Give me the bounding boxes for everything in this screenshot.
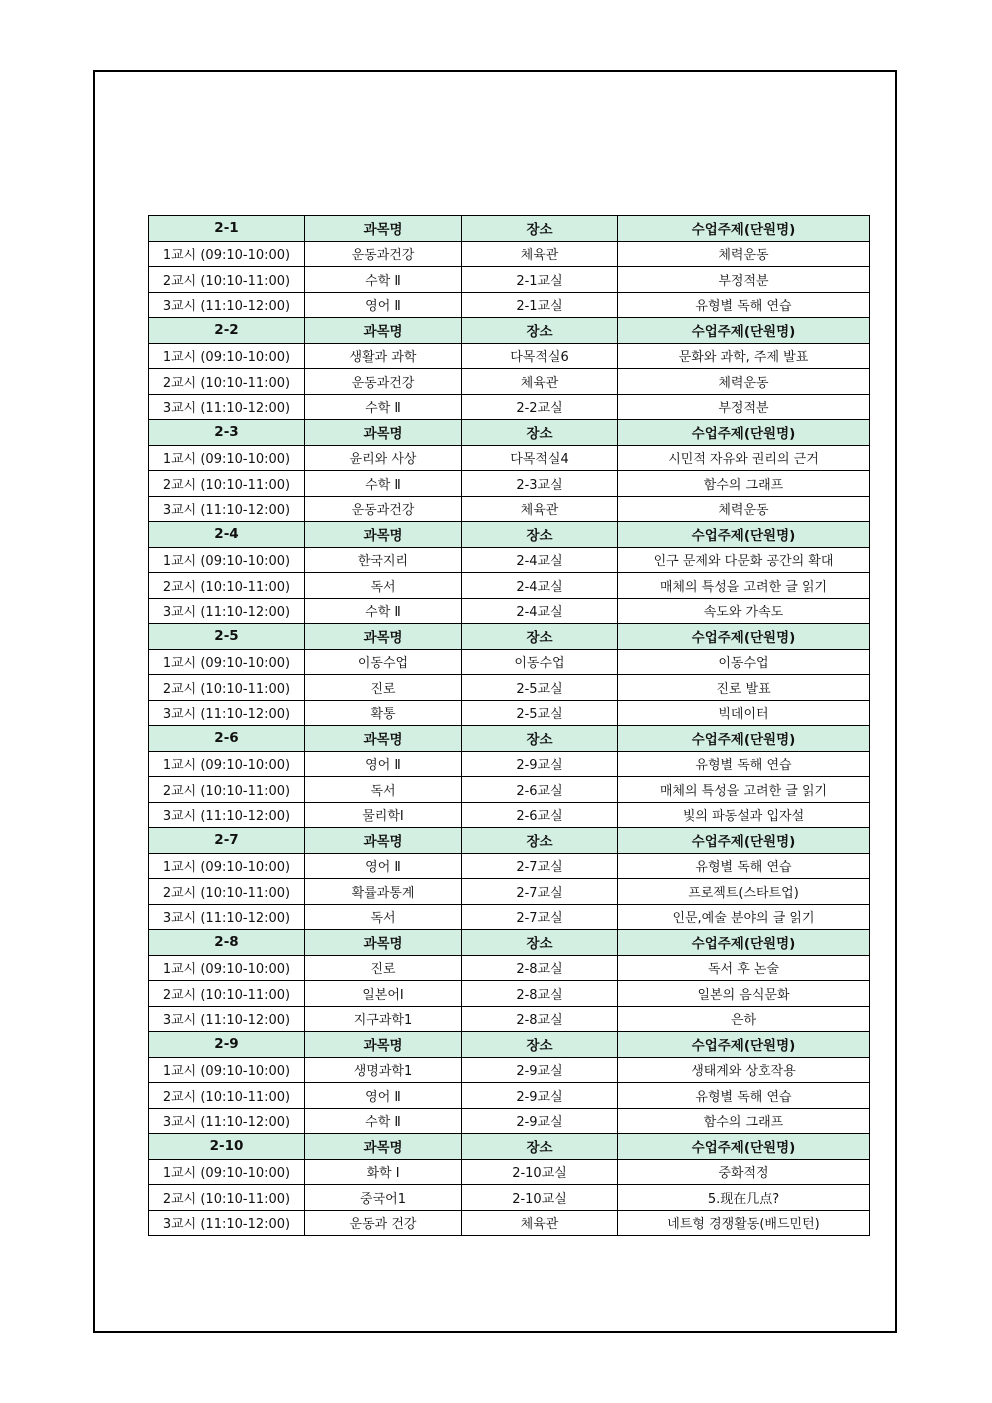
class-name: 2-10 [149, 1134, 305, 1160]
subject-cell: 진로 [305, 955, 462, 981]
topic-header: 수업주제(단원명) [618, 726, 870, 752]
class-name: 2-3 [149, 420, 305, 446]
topic-cell: 생태계와 상호작용 [618, 1057, 870, 1083]
topic-cell: 진로 발표 [618, 675, 870, 701]
place-cell: 2-1교실 [462, 267, 618, 293]
period-cell: 1교시 (09:10-10:00) [149, 241, 305, 267]
period-row [149, 394, 870, 420]
topic-cell: 매체의 특성을 고려한 글 읽기 [618, 573, 870, 599]
subject-cell: 이동수업 [305, 649, 462, 675]
subject-cell: 운동과건강 [305, 369, 462, 395]
class-header-row [149, 930, 870, 956]
period-cell: 3교시 (11:10-12:00) [149, 1108, 305, 1134]
period-cell: 1교시 (09:10-10:00) [149, 547, 305, 573]
topic-cell: 함수의 그래프 [618, 1108, 870, 1134]
place-header: 장소 [462, 216, 618, 242]
period-row [149, 802, 870, 828]
subject-cell: 운동과 건강 [305, 1210, 462, 1236]
subject-cell: 생활과 과학 [305, 343, 462, 369]
place-header: 장소 [462, 930, 618, 956]
class-name: 2-5 [149, 624, 305, 650]
place-cell: 2-8교실 [462, 981, 618, 1007]
subject-header: 과목명 [305, 1134, 462, 1160]
subject-cell: 영어 Ⅱ [305, 751, 462, 777]
subject-header: 과목명 [305, 522, 462, 548]
place-cell: 체육관 [462, 369, 618, 395]
place-cell: 이동수업 [462, 649, 618, 675]
class-header-row [149, 1032, 870, 1058]
place-cell: 2-5교실 [462, 700, 618, 726]
class-header-row [149, 726, 870, 752]
topic-header: 수업주제(단원명) [618, 1032, 870, 1058]
period-row [149, 573, 870, 599]
period-row [149, 904, 870, 930]
topic-cell: 빛의 파동설과 입자설 [618, 802, 870, 828]
period-cell: 1교시 (09:10-10:00) [149, 853, 305, 879]
period-row [149, 369, 870, 395]
topic-cell: 유형별 독해 연습 [618, 751, 870, 777]
period-row [149, 292, 870, 318]
topic-cell: 문화와 과학, 주제 발표 [618, 343, 870, 369]
period-row [149, 1159, 870, 1185]
topic-cell: 시민적 자유와 권리의 근거 [618, 445, 870, 471]
place-cell: 2-4교실 [462, 573, 618, 599]
subject-header: 과목명 [305, 318, 462, 344]
period-cell: 3교시 (11:10-12:00) [149, 1006, 305, 1032]
topic-cell: 중화적정 [618, 1159, 870, 1185]
topic-cell: 은하 [618, 1006, 870, 1032]
period-row [149, 445, 870, 471]
topic-cell: 이동수업 [618, 649, 870, 675]
place-cell: 2-9교실 [462, 1057, 618, 1083]
period-row [149, 700, 870, 726]
class-header-row [149, 624, 870, 650]
class-schedule-table [148, 215, 870, 1236]
place-header: 장소 [462, 1134, 618, 1160]
topic-cell: 부정적분 [618, 267, 870, 293]
period-cell: 2교시 (10:10-11:00) [149, 675, 305, 701]
period-row [149, 751, 870, 777]
period-row [149, 1083, 870, 1109]
topic-cell: 함수의 그래프 [618, 471, 870, 497]
place-header: 장소 [462, 828, 618, 854]
place-cell: 다목적실4 [462, 445, 618, 471]
class-header-row [149, 828, 870, 854]
topic-cell: 유형별 독해 연습 [618, 292, 870, 318]
place-cell: 체육관 [462, 1210, 618, 1236]
place-cell: 2-10교실 [462, 1159, 618, 1185]
class-header-row [149, 318, 870, 344]
topic-header: 수업주제(단원명) [618, 318, 870, 344]
subject-header: 과목명 [305, 420, 462, 446]
topic-cell: 일본의 음식문화 [618, 981, 870, 1007]
period-cell: 1교시 (09:10-10:00) [149, 955, 305, 981]
subject-cell: 한국지리 [305, 547, 462, 573]
period-row [149, 1006, 870, 1032]
period-row [149, 981, 870, 1007]
topic-cell: 부정적분 [618, 394, 870, 420]
subject-cell: 독서 [305, 573, 462, 599]
place-cell: 2-7교실 [462, 904, 618, 930]
topic-cell: 유형별 독해 연습 [618, 853, 870, 879]
place-cell: 2-8교실 [462, 1006, 618, 1032]
topic-cell: 5.现在几点? [618, 1185, 870, 1211]
period-cell: 3교시 (11:10-12:00) [149, 292, 305, 318]
period-row [149, 267, 870, 293]
period-row [149, 241, 870, 267]
subject-cell: 운동과건강 [305, 241, 462, 267]
period-row [149, 547, 870, 573]
subject-header: 과목명 [305, 726, 462, 752]
place-cell: 2-6교실 [462, 802, 618, 828]
place-cell: 다목적실6 [462, 343, 618, 369]
class-name: 2-7 [149, 828, 305, 854]
topic-cell: 빅데이터 [618, 700, 870, 726]
period-cell: 1교시 (09:10-10:00) [149, 1159, 305, 1185]
place-cell: 2-6교실 [462, 777, 618, 803]
period-cell: 2교시 (10:10-11:00) [149, 981, 305, 1007]
class-name: 2-4 [149, 522, 305, 548]
topic-cell: 독서 후 논술 [618, 955, 870, 981]
topic-cell: 속도와 가속도 [618, 598, 870, 624]
subject-cell: 물리학Ⅰ [305, 802, 462, 828]
place-cell: 2-1교실 [462, 292, 618, 318]
topic-header: 수업주제(단원명) [618, 930, 870, 956]
period-row [149, 1210, 870, 1236]
period-row [149, 853, 870, 879]
period-cell: 2교시 (10:10-11:00) [149, 369, 305, 395]
period-cell: 2교시 (10:10-11:00) [149, 471, 305, 497]
subject-cell: 수학 Ⅱ [305, 471, 462, 497]
class-header-row [149, 216, 870, 242]
subject-cell: 수학 Ⅱ [305, 267, 462, 293]
class-header-row [149, 420, 870, 446]
topic-header: 수업주제(단원명) [618, 216, 870, 242]
class-header-row [149, 1134, 870, 1160]
subject-cell: 윤리와 사상 [305, 445, 462, 471]
subject-cell: 생명과학1 [305, 1057, 462, 1083]
period-cell: 3교시 (11:10-12:00) [149, 1210, 305, 1236]
topic-cell: 인구 문제와 다문화 공간의 확대 [618, 547, 870, 573]
subject-cell: 독서 [305, 777, 462, 803]
subject-cell: 지구과학1 [305, 1006, 462, 1032]
place-cell: 2-2교실 [462, 394, 618, 420]
topic-header: 수업주제(단원명) [618, 828, 870, 854]
period-cell: 1교시 (09:10-10:00) [149, 649, 305, 675]
subject-cell: 수학 Ⅱ [305, 598, 462, 624]
period-row [149, 649, 870, 675]
period-cell: 1교시 (09:10-10:00) [149, 445, 305, 471]
topic-cell: 체력운동 [618, 369, 870, 395]
topic-header: 수업주제(단원명) [618, 522, 870, 548]
subject-cell: 화학 Ⅰ [305, 1159, 462, 1185]
place-cell: 2-9교실 [462, 751, 618, 777]
place-header: 장소 [462, 726, 618, 752]
period-row [149, 496, 870, 522]
period-row [149, 675, 870, 701]
period-row [149, 598, 870, 624]
place-header: 장소 [462, 1032, 618, 1058]
place-header: 장소 [462, 522, 618, 548]
period-cell: 2교시 (10:10-11:00) [149, 777, 305, 803]
subject-cell: 영어 Ⅱ [305, 853, 462, 879]
place-cell: 2-5교실 [462, 675, 618, 701]
period-row [149, 777, 870, 803]
topic-header: 수업주제(단원명) [618, 624, 870, 650]
subject-cell: 확률과통계 [305, 879, 462, 905]
period-cell: 3교시 (11:10-12:00) [149, 496, 305, 522]
subject-cell: 영어 Ⅱ [305, 1083, 462, 1109]
place-cell: 2-10교실 [462, 1185, 618, 1211]
topic-cell: 네트형 경쟁활동(배드민턴) [618, 1210, 870, 1236]
class-header-row [149, 522, 870, 548]
topic-cell: 체력운동 [618, 241, 870, 267]
class-name: 2-6 [149, 726, 305, 752]
topic-header: 수업주제(단원명) [618, 1134, 870, 1160]
place-cell: 2-3교실 [462, 471, 618, 497]
place-cell: 체육관 [462, 241, 618, 267]
subject-cell: 일본어Ⅰ [305, 981, 462, 1007]
place-header: 장소 [462, 318, 618, 344]
place-header: 장소 [462, 420, 618, 446]
period-row [149, 343, 870, 369]
subject-cell: 진로 [305, 675, 462, 701]
period-cell: 3교시 (11:10-12:00) [149, 394, 305, 420]
subject-cell: 수학 Ⅱ [305, 1108, 462, 1134]
period-cell: 3교시 (11:10-12:00) [149, 904, 305, 930]
topic-cell: 체력운동 [618, 496, 870, 522]
place-cell: 2-4교실 [462, 598, 618, 624]
period-row [149, 471, 870, 497]
subject-cell: 확통 [305, 700, 462, 726]
subject-header: 과목명 [305, 216, 462, 242]
period-cell: 1교시 (09:10-10:00) [149, 751, 305, 777]
place-cell: 2-8교실 [462, 955, 618, 981]
period-cell: 2교시 (10:10-11:00) [149, 879, 305, 905]
period-row [149, 879, 870, 905]
place-cell: 2-4교실 [462, 547, 618, 573]
topic-header: 수업주제(단원명) [618, 420, 870, 446]
class-name: 2-8 [149, 930, 305, 956]
period-cell: 2교시 (10:10-11:00) [149, 1185, 305, 1211]
place-cell: 2-7교실 [462, 879, 618, 905]
subject-cell: 영어 Ⅱ [305, 292, 462, 318]
period-row [149, 1057, 870, 1083]
topic-cell: 프로젝트(스타트업) [618, 879, 870, 905]
class-name: 2-1 [149, 216, 305, 242]
place-cell: 체육관 [462, 496, 618, 522]
topic-cell: 인문,예술 분야의 글 읽기 [618, 904, 870, 930]
subject-header: 과목명 [305, 828, 462, 854]
period-cell: 1교시 (09:10-10:00) [149, 1057, 305, 1083]
subject-cell: 수학 Ⅱ [305, 394, 462, 420]
topic-cell: 매체의 특성을 고려한 글 읽기 [618, 777, 870, 803]
place-cell: 2-9교실 [462, 1108, 618, 1134]
period-cell: 2교시 (10:10-11:00) [149, 573, 305, 599]
place-header: 장소 [462, 624, 618, 650]
period-cell: 2교시 (10:10-11:00) [149, 1083, 305, 1109]
period-row [149, 1185, 870, 1211]
subject-header: 과목명 [305, 624, 462, 650]
period-row [149, 1108, 870, 1134]
subject-header: 과목명 [305, 1032, 462, 1058]
period-cell: 2교시 (10:10-11:00) [149, 267, 305, 293]
subject-cell: 운동과건강 [305, 496, 462, 522]
period-cell: 3교시 (11:10-12:00) [149, 598, 305, 624]
subject-cell: 중국어1 [305, 1185, 462, 1211]
place-cell: 2-7교실 [462, 853, 618, 879]
period-cell: 3교시 (11:10-12:00) [149, 700, 305, 726]
period-row [149, 955, 870, 981]
subject-cell: 독서 [305, 904, 462, 930]
period-cell: 1교시 (09:10-10:00) [149, 343, 305, 369]
period-cell: 3교시 (11:10-12:00) [149, 802, 305, 828]
subject-header: 과목명 [305, 930, 462, 956]
class-name: 2-9 [149, 1032, 305, 1058]
topic-cell: 유형별 독해 연습 [618, 1083, 870, 1109]
class-name: 2-2 [149, 318, 305, 344]
place-cell: 2-9교실 [462, 1083, 618, 1109]
